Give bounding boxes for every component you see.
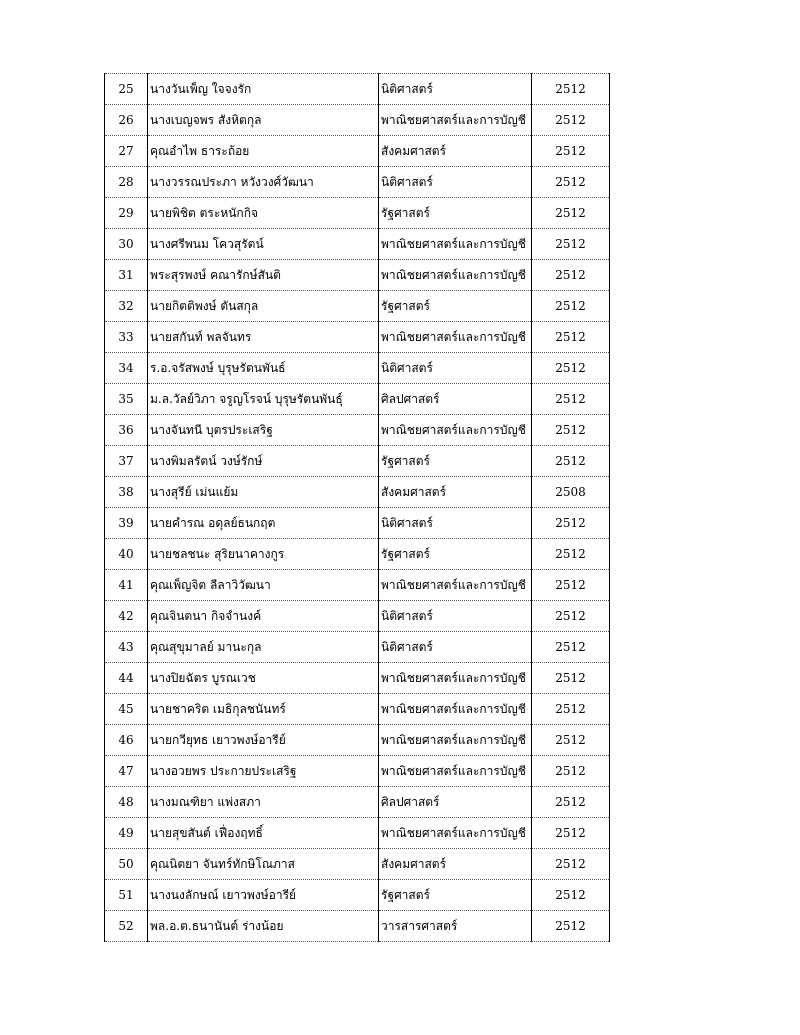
graduation-year: 2512 [532,198,610,229]
faculty-name: พาณิชยศาสตร์และการบัญชี [379,663,532,694]
table-row [105,291,610,322]
table-row [105,756,610,787]
table-row [105,508,610,539]
graduation-year: 2512 [532,353,610,384]
faculty-name: รัฐศาสตร์ [379,446,532,477]
graduation-year: 2512 [532,601,610,632]
graduation-year: 2512 [532,74,610,105]
faculty-name: สังคมศาสตร์ [379,849,532,880]
row-number: 35 [105,384,148,415]
table-row [105,849,610,880]
graduation-year: 2512 [532,849,610,880]
table-row [105,167,610,198]
row-number: 47 [105,756,148,787]
table-row [105,725,610,756]
graduation-year: 2512 [532,229,610,260]
table-row [105,384,610,415]
row-number: 42 [105,601,148,632]
graduation-year: 2512 [532,570,610,601]
faculty-name: สังคมศาสตร์ [379,477,532,508]
faculty-name: ศิลปศาสตร์ [379,787,532,818]
row-number: 43 [105,632,148,663]
graduation-year: 2512 [532,818,610,849]
faculty-name: พาณิชยศาสตร์และการบัญชี [379,260,532,291]
graduation-year: 2512 [532,136,610,167]
row-number: 45 [105,694,148,725]
table-row [105,601,610,632]
faculty-name: พาณิชยศาสตร์และการบัญชี [379,725,532,756]
row-number: 52 [105,911,148,942]
graduation-year: 2508 [532,477,610,508]
row-number: 37 [105,446,148,477]
row-number: 26 [105,105,148,136]
row-number: 51 [105,880,148,911]
row-number: 49 [105,818,148,849]
graduation-year: 2512 [532,756,610,787]
faculty-name: วารสารศาสตร์ [379,911,532,942]
person-name: นางวันเพ็ญ ใจจงรัก [148,74,379,105]
faculty-name: นิติศาสตร์ [379,353,532,384]
faculty-name: พาณิชยศาสตร์และการบัญชี [379,322,532,353]
person-name: นายคำรณ อดุลย์ธนกฤต [148,508,379,539]
row-number: 31 [105,260,148,291]
row-number: 29 [105,198,148,229]
row-number: 39 [105,508,148,539]
table-row [105,539,610,570]
row-number: 38 [105,477,148,508]
person-name: นายชาคริต เมธิกุลชนันทร์ [148,694,379,725]
person-name: ร.อ.จรัสพงษ์ บุรุษรัตนพันธ์ [148,353,379,384]
faculty-name: พาณิชยศาสตร์และการบัญชี [379,415,532,446]
graduation-year: 2512 [532,322,610,353]
table-row [105,787,610,818]
roster-body [105,74,610,942]
person-name: นางนงลักษณ์ เยาวพงษ์อารีย์ [148,880,379,911]
person-name: นายพิชิต ตระหนักกิจ [148,198,379,229]
graduation-year: 2512 [532,539,610,570]
person-name: นางพิมลรัตน์ วงษ์รักษ์ [148,446,379,477]
person-name: พระสุรพงษ์ คณารักษ์สันติ [148,260,379,291]
person-name: นางมณฑิยา แพ่งสภา [148,787,379,818]
row-number: 41 [105,570,148,601]
faculty-name: นิติศาสตร์ [379,508,532,539]
row-number: 27 [105,136,148,167]
row-number: 25 [105,74,148,105]
person-name: นางจันทนี บุตรประเสริฐ [148,415,379,446]
person-name: คุณจินตนา กิจจำนงค์ [148,601,379,632]
person-name: พล.อ.ต.ธนานันต์ ร่างน้อย [148,911,379,942]
table-row [105,74,610,105]
graduation-year: 2512 [532,508,610,539]
person-name: นางเบญจพร สังหิตกุล [148,105,379,136]
person-name: ม.ล.วัลย์วิภา จรูญโรจน์ บุรุษรัตนพันธุ์ [148,384,379,415]
faculty-name: นิติศาสตร์ [379,601,532,632]
row-number: 46 [105,725,148,756]
faculty-name: รัฐศาสตร์ [379,198,532,229]
table-row [105,694,610,725]
faculty-name: รัฐศาสตร์ [379,539,532,570]
graduation-year: 2512 [532,911,610,942]
faculty-name: พาณิชยศาสตร์และการบัญชี [379,694,532,725]
faculty-name: นิติศาสตร์ [379,632,532,663]
graduation-year: 2512 [532,632,610,663]
faculty-name: พาณิชยศาสตร์และการบัญชี [379,756,532,787]
person-name: นายกวียุทธ เยาวพงษ์อารีย์ [148,725,379,756]
graduation-year: 2512 [532,384,610,415]
person-name: นางศรีพนม โควสุรัตน์ [148,229,379,260]
row-number: 36 [105,415,148,446]
table-row [105,105,610,136]
faculty-name: พาณิชยศาสตร์และการบัญชี [379,229,532,260]
row-number: 34 [105,353,148,384]
faculty-name: สังคมศาสตร์ [379,136,532,167]
faculty-name: รัฐศาสตร์ [379,291,532,322]
table-row [105,353,610,384]
person-name: นายกิตติพงษ์ ตันสกุล [148,291,379,322]
person-name: คุณเพ็ญจิต ลีลาวิวัฒนา [148,570,379,601]
person-name: นายสุขสันต์ เฟื่องฤทธิ์ [148,818,379,849]
table-row [105,818,610,849]
row-number: 40 [105,539,148,570]
person-name: นายชลชนะ สุริยนาคางกูร [148,539,379,570]
table-row [105,570,610,601]
graduation-year: 2512 [532,787,610,818]
roster-table [104,73,610,942]
person-name: นายสกันท์ พลจันทร [148,322,379,353]
row-number: 50 [105,849,148,880]
person-name: คุณอำไพ ธาระถ้อย [148,136,379,167]
faculty-name: นิติศาสตร์ [379,167,532,198]
person-name: คุณนิตยา จันทร์ทักษิโณภาส [148,849,379,880]
table-row [105,322,610,353]
table-row [105,260,610,291]
graduation-year: 2512 [532,725,610,756]
faculty-name: นิติศาสตร์ [379,74,532,105]
table-row [105,632,610,663]
table-row [105,229,610,260]
graduation-year: 2512 [532,105,610,136]
person-name: นางปิยฉัตร บูรณเวช [148,663,379,694]
graduation-year: 2512 [532,880,610,911]
row-number: 28 [105,167,148,198]
graduation-year: 2512 [532,663,610,694]
faculty-name: รัฐศาสตร์ [379,880,532,911]
row-number: 30 [105,229,148,260]
graduation-year: 2512 [532,415,610,446]
faculty-name: พาณิชยศาสตร์และการบัญชี [379,570,532,601]
person-name: นางสุรีย์ เม่นแย้ม [148,477,379,508]
graduation-year: 2512 [532,167,610,198]
faculty-name: ศิลปศาสตร์ [379,384,532,415]
row-number: 32 [105,291,148,322]
person-name: นางวรรณประภา หวังวงศ์วัฒนา [148,167,379,198]
graduation-year: 2512 [532,694,610,725]
table-row [105,880,610,911]
table-row [105,663,610,694]
person-name: คุณสุขุมาลย์ มานะกุล [148,632,379,663]
graduation-year: 2512 [532,260,610,291]
row-number: 48 [105,787,148,818]
table-row [105,136,610,167]
table-row [105,477,610,508]
table-row [105,198,610,229]
row-number: 33 [105,322,148,353]
table-row [105,415,610,446]
graduation-year: 2512 [532,446,610,477]
row-number: 44 [105,663,148,694]
faculty-name: พาณิชยศาสตร์และการบัญชี [379,818,532,849]
person-name: นางอวยพร ประกายประเสริฐ [148,756,379,787]
graduation-year: 2512 [532,291,610,322]
faculty-name: พาณิชยศาสตร์และการบัญชี [379,105,532,136]
table-row [105,446,610,477]
table-row [105,911,610,942]
